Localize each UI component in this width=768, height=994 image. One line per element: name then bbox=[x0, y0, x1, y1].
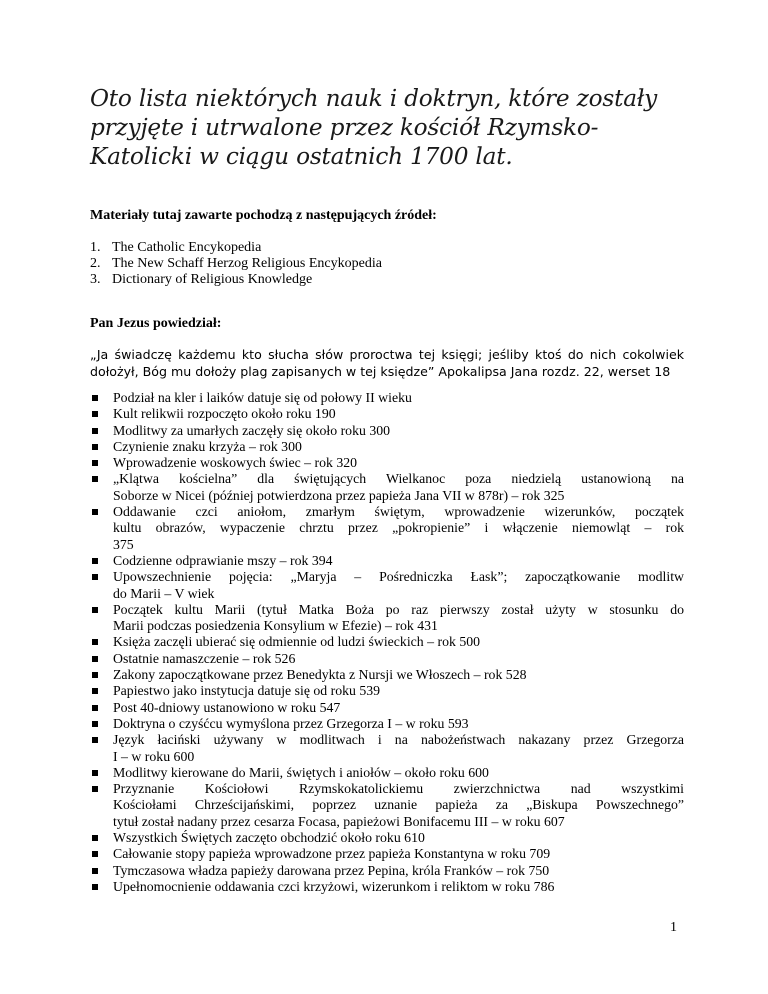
doctrine-text: do Marii – V wiek bbox=[113, 585, 215, 601]
quote-line: dołożył, Bóg mu dołoży plag zapisanych w tej księdze” Apokalipsa Jana rozdz. 22, werset 18 bbox=[90, 364, 671, 379]
doctrine-item bbox=[90, 700, 684, 716]
doctrine-item bbox=[90, 683, 684, 699]
doctrine-text: Soborze w Nicei (później potwierdzona przez papieża Jana VII w 878r) – rok 325 bbox=[113, 487, 565, 503]
square-bullet-icon bbox=[92, 639, 98, 645]
doctrine-text: Doktryna o czyśćcu wymyślona przez Grzegorza I – w roku 593 bbox=[113, 715, 469, 731]
page-number: 1 bbox=[670, 920, 677, 935]
source-text: The Catholic Encykopedia bbox=[112, 240, 262, 255]
square-bullet-icon bbox=[92, 868, 98, 874]
square-bullet-icon bbox=[92, 737, 98, 743]
square-bullet-icon bbox=[92, 884, 98, 890]
doctrine-text: Codzienne odprawianie mszy – rok 394 bbox=[113, 552, 333, 568]
doctrine-item bbox=[90, 634, 684, 650]
doctrine-item bbox=[90, 716, 684, 732]
square-bullet-icon bbox=[92, 411, 98, 417]
doctrine-text: Księża zaczęli ubierać się odmiennie od ludzi świeckich – rok 500 bbox=[113, 634, 481, 650]
doctrine-text: „Klątwa kościelna” dla świętujących Wielkanoc poza niedzielą ustanowioną na bbox=[113, 471, 684, 487]
doctrine-item bbox=[90, 569, 684, 602]
doctrine-item bbox=[90, 651, 684, 667]
source-number: 3. bbox=[90, 272, 101, 287]
doctrine-item bbox=[90, 732, 684, 765]
square-bullet-icon bbox=[92, 558, 98, 564]
doctrine-text: Język łaciński używany w modlitwach i na nabożeństwach nakazany przez Grzegorza bbox=[113, 732, 684, 748]
square-bullet-icon bbox=[92, 721, 98, 727]
doctrine-text: Kościołami Chrześcijańskimi, poprzez uznanie papieża za „Biskupa Powszechnego” bbox=[113, 797, 684, 813]
doctrine-text: Czynienie znaku krzyża – rok 300 bbox=[113, 438, 302, 454]
doctrine-text: I – w roku 600 bbox=[113, 748, 195, 764]
doctrine-item bbox=[90, 863, 684, 879]
source-text: Dictionary of Religious Knowledge bbox=[112, 272, 313, 287]
quote-paragraph bbox=[90, 346, 684, 380]
square-bullet-icon bbox=[92, 705, 98, 711]
title-line: Oto lista niektórych nauk i doktryn, które zostały bbox=[90, 85, 658, 112]
doctrine-text: Modlitwy za umarłych zaczęły się około roku 300 bbox=[113, 422, 391, 438]
doctrine-item bbox=[90, 667, 684, 683]
doctrine-text: Wprowadzenie woskowych świec – rok 320 bbox=[113, 455, 358, 471]
source-number: 1. bbox=[90, 240, 101, 255]
title-line: przyjęte i utrwalone przez kościół Rzymsko- bbox=[90, 114, 599, 141]
doctrine-item bbox=[90, 830, 684, 846]
square-bullet-icon bbox=[92, 574, 98, 580]
sources-heading: Materiały tutaj zawarte pochodzą z następujących źródeł: bbox=[90, 208, 437, 223]
square-bullet-icon bbox=[92, 835, 98, 841]
doctrine-text: Wszystkich Świętych zaczęto obchodzić około roku 610 bbox=[113, 830, 425, 846]
quote-line: „Ja świadczę każdemu kto słucha słów proroctwa tej księgi; jeśliby ktoś do nich cokolwiek bbox=[90, 347, 684, 362]
square-bullet-icon bbox=[92, 460, 98, 466]
square-bullet-icon bbox=[92, 770, 98, 776]
source-item bbox=[90, 256, 382, 272]
doctrine-text: 375 bbox=[113, 536, 134, 552]
source-number: 2. bbox=[90, 256, 101, 271]
doctrine-text: Ostatnie namaszczenie – rok 526 bbox=[113, 650, 296, 666]
square-bullet-icon bbox=[92, 672, 98, 678]
doctrine-text: Papiestwo jako instytucja datuje się od roku 539 bbox=[113, 683, 381, 699]
doctrine-item bbox=[90, 846, 684, 862]
document-title bbox=[90, 84, 680, 171]
doctrine-text: Podział na kler i laików datuje się od połowy II wieku bbox=[113, 390, 412, 405]
doctrine-item bbox=[90, 423, 684, 439]
square-bullet-icon bbox=[92, 476, 98, 482]
source-item bbox=[90, 272, 382, 288]
doctrine-text: Modlitwy kierowane do Marii, świętych i aniołów – około roku 600 bbox=[113, 764, 489, 780]
doctrine-text: Przyznanie Kościołowi Rzymskokatolickiemu zwierzchnictwa nad wszystkimi bbox=[113, 781, 684, 797]
doctrine-item bbox=[90, 471, 684, 504]
doctrine-item bbox=[90, 390, 684, 406]
doctrine-item bbox=[90, 602, 684, 635]
doctrine-item bbox=[90, 781, 684, 830]
doctrine-list bbox=[90, 390, 684, 895]
doctrine-item bbox=[90, 406, 684, 422]
square-bullet-icon bbox=[92, 428, 98, 434]
doctrine-item bbox=[90, 439, 684, 455]
square-bullet-icon bbox=[92, 395, 98, 401]
doctrine-text: Całowanie stopy papieża wprowadzone przez papieża Konstantyna w roku 709 bbox=[113, 846, 551, 862]
title-line: Katolicki w ciągu ostatnich 1700 lat. bbox=[90, 143, 513, 170]
square-bullet-icon bbox=[92, 656, 98, 662]
doctrine-text: Marii podczas posiedzenia Konsylium w Efezie) – rok 431 bbox=[113, 618, 438, 634]
doctrine-item bbox=[90, 553, 684, 569]
source-item bbox=[90, 240, 382, 256]
square-bullet-icon bbox=[92, 688, 98, 694]
doctrine-item bbox=[90, 879, 684, 895]
square-bullet-icon bbox=[92, 786, 98, 792]
square-bullet-icon bbox=[92, 509, 98, 515]
doctrine-text: Upowszechnienie pojęcia: „Maryja – Pośredniczka Łask”; zapoczątkowanie modlitw bbox=[113, 569, 684, 585]
doctrine-text: tytuł został nadany przez cesarza Focasa, papieżowi Bonifacemu III – w roku 607 bbox=[113, 813, 565, 829]
square-bullet-icon bbox=[92, 607, 98, 613]
doctrine-text: Kult relikwii rozpoczęto około roku 190 bbox=[113, 406, 336, 422]
doctrine-item bbox=[90, 455, 684, 471]
square-bullet-icon bbox=[92, 851, 98, 857]
square-bullet-icon bbox=[92, 444, 98, 450]
quote-heading: Pan Jezus powiedział: bbox=[90, 316, 222, 331]
doctrine-text: Początek kultu Marii (tytuł Matka Boża po raz pierwszy został użyty w stosunku do bbox=[113, 601, 684, 617]
doctrine-item bbox=[90, 504, 684, 553]
doctrine-text: kultu obrazów, wypaczenie chrztu przez „pokropienie” i włączenie niemowląt – rok bbox=[113, 520, 684, 536]
source-text: The New Schaff Herzog Religious Encykopedia bbox=[112, 256, 382, 271]
doctrine-text: Post 40-dniowy ustanowiono w roku 547 bbox=[113, 699, 341, 715]
doctrine-text: Zakony zapoczątkowane przez Benedykta z Nursji we Włoszech – rok 528 bbox=[113, 667, 527, 683]
doctrine-text: Upełnomocnienie oddawania czci krzyżowi, wizerunkom i reliktom w roku 786 bbox=[113, 878, 555, 894]
doctrine-item bbox=[90, 765, 684, 781]
doctrine-text: Tymczasowa władza papieży darowana przez Pepina, króla Franków – rok 750 bbox=[113, 862, 550, 878]
doctrine-text: Oddawanie czci aniołom, zmarłym świętym, wprowadzenie wizerunków, początek bbox=[113, 504, 684, 520]
sources-list bbox=[90, 240, 382, 288]
